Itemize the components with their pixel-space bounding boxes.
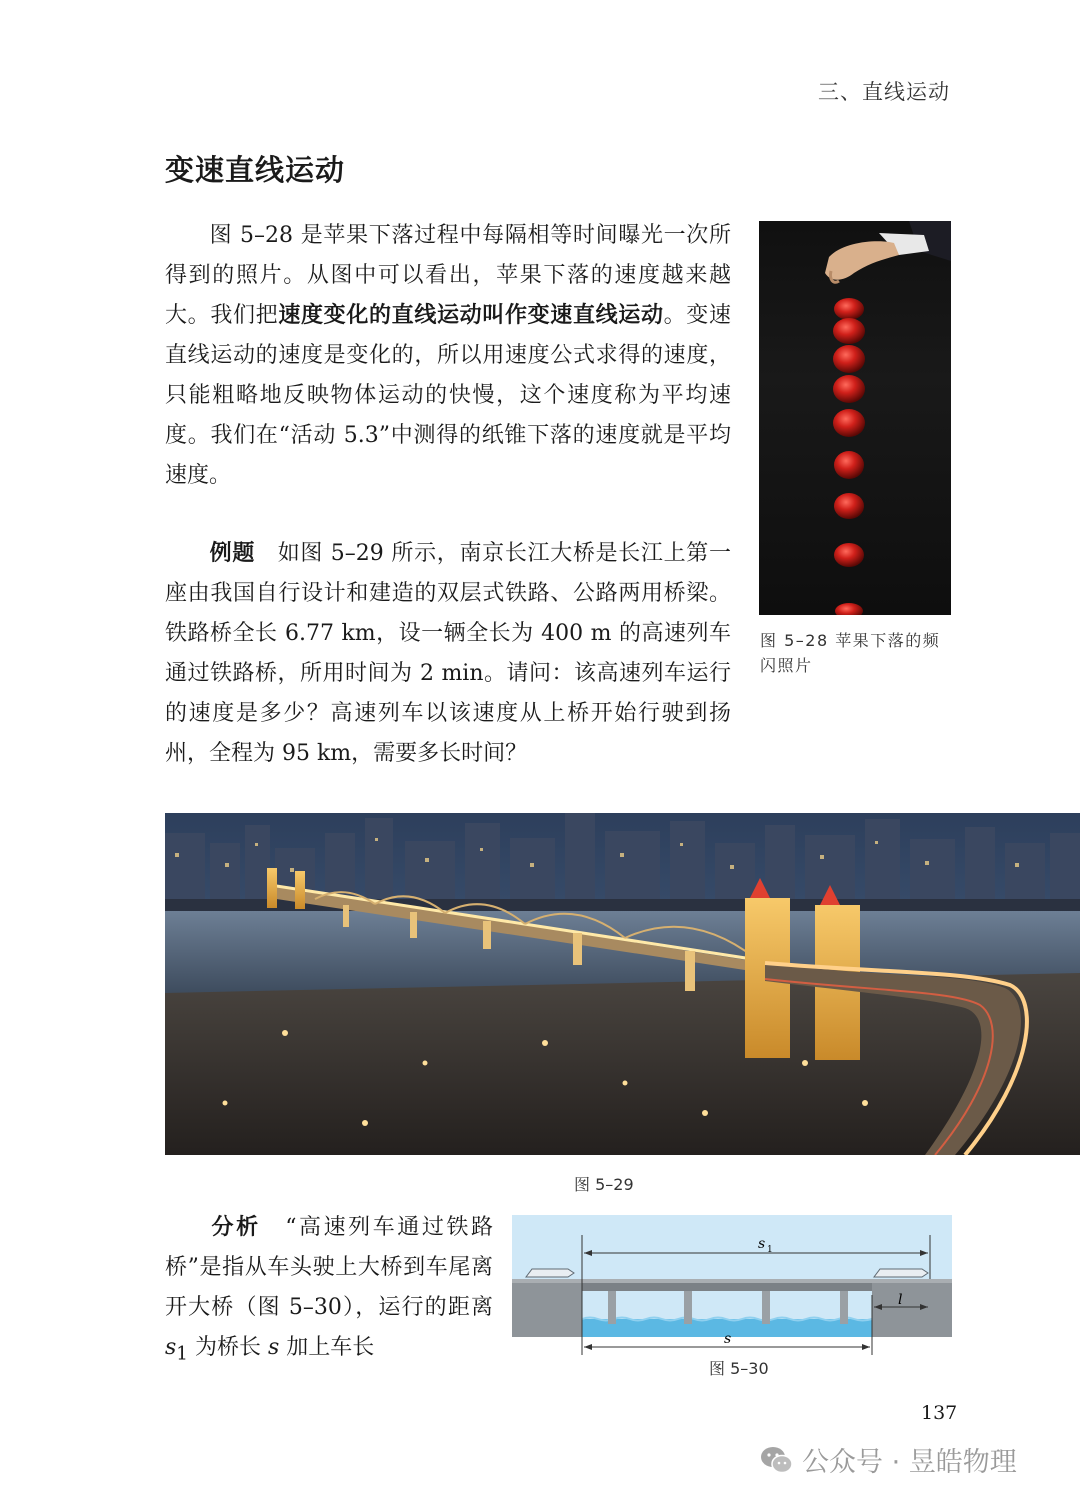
figure-5-30-caption: 图 5–30 [709, 1359, 769, 1378]
analysis-subscript-1: 1 [176, 1343, 188, 1365]
apple-4 [833, 375, 865, 403]
figure-5-29-bridge-photo [165, 813, 1080, 1155]
analysis-label: 分析 [209, 1215, 261, 1240]
apple-9 [835, 603, 863, 615]
example-text: 如图 5–29 所示，南京长江大桥是长江上第一座由我国自行设计和建造的双层式铁路、公路两用桥梁。铁路桥全长 6.77 km，设一辆全长为 400 m 的高速列车通过铁路桥，所用时间为 2 min。请问：该高速列车运行的速度是多少？高速列车以该速度从上桥开始行驶到扬州，全程为 95 km，需要多长时间？ [165, 541, 731, 766]
analysis-text-c: 加上车长 [279, 1335, 375, 1360]
analysis-text-a: “高速列车通过铁路桥”是指从车头驶上大桥到车尾离开大桥（图 5–30），运行的距离 [165, 1215, 493, 1320]
bridge-diagram-svg [512, 1215, 952, 1365]
apple-1 [834, 298, 864, 320]
analysis-symbol-s1: s [165, 1335, 177, 1360]
analysis-symbol-s: s [267, 1335, 280, 1360]
apple-6 [834, 451, 864, 479]
figure-5-28-caption: 图 5–28 苹果下落的频闪照片 [760, 631, 941, 675]
para1-text-a: 图 5–28 是苹果下落过程中每隔相等时间曝光一次所得到的照片。从图中可以看出，苹果下落的速度越来越大。我们把 [165, 223, 731, 328]
label-s1-subscript: 1 [767, 1245, 773, 1255]
apple-5 [833, 409, 865, 437]
example-problem [165, 534, 731, 774]
label-s1: s [758, 1236, 766, 1252]
page-number: 137 [921, 1402, 958, 1424]
figure-5-28-apple-photo [759, 221, 951, 615]
chapter-header: 三、直线运动 [818, 80, 950, 104]
apple-3 [833, 345, 865, 373]
label-s: s [724, 1331, 732, 1347]
figure-5-30-diagram [512, 1215, 952, 1365]
paragraph-variable-motion [165, 216, 731, 496]
apple-strobe-svg [759, 221, 951, 615]
example-label: 例题 [209, 541, 256, 566]
watermark [760, 1440, 1017, 1479]
para1-definition: 速度变化的直线运动叫作变速直线运动 [278, 303, 664, 328]
analysis-text-b: 为桥长 [187, 1335, 268, 1360]
section-title: 变速直线运动 [165, 153, 346, 187]
wechat-icon [760, 1445, 794, 1475]
apple-2 [833, 318, 865, 344]
para1-text-b: 。变速直线运动的速度是变化的，所以用速度公式求得的速度，只能粗略地反映物体运动的快慢，这个速度称为平均速度。我们在“活动 5.3”中测得的纸锥下落的速度就是平均速度。 [165, 303, 731, 488]
bridge-photo-svg [165, 813, 1080, 1155]
watermark-text: 公众号 · 昱皓物理 [802, 1447, 1017, 1478]
label-l: l [898, 1292, 903, 1308]
analysis-paragraph [165, 1208, 493, 1374]
apple-8 [834, 543, 864, 567]
apple-7 [834, 493, 864, 519]
figure-5-29-caption: 图 5–29 [574, 1175, 634, 1194]
